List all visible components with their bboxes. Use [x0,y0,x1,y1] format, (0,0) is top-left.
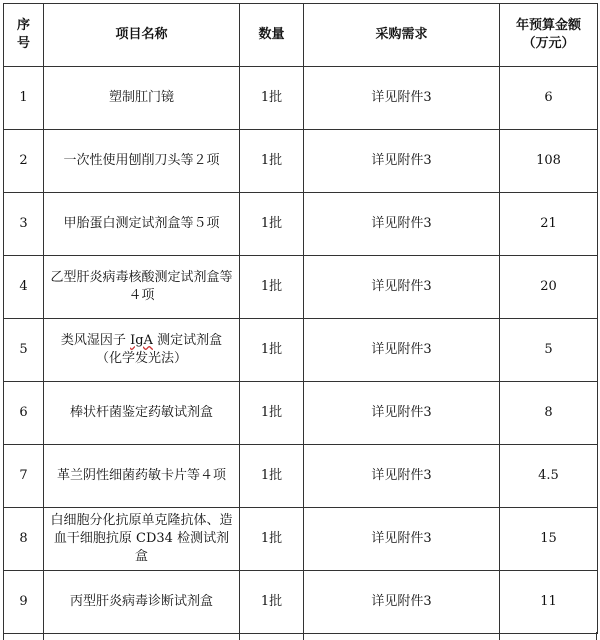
header-requirement: 采购需求 [304,4,500,67]
header-index: 序 号 [4,4,44,67]
header-name: 项目名称 [44,4,240,67]
trail-tick [596,632,597,640]
cell-index: 2 [4,130,44,193]
cell-budget: 15 [500,508,598,571]
cell-name [44,319,240,382]
next-row-edge [3,632,597,640]
cell-name: 塑制肛门镜 [44,67,240,130]
cell-index: 9 [4,571,44,634]
header-budget: 年预算金额 （万元） [500,4,598,67]
cell-budget: 20 [500,256,598,319]
table-row [4,193,598,256]
name-text-prefix: 类风湿因子 [60,333,126,348]
cell-requirement: 详见附件3 [304,130,500,193]
cell-quantity: 1批 [240,67,304,130]
cell-requirement: 详见附件3 [304,67,500,130]
cell-budget: 21 [500,193,598,256]
trail-tick [239,632,240,640]
header-quantity: 数量 [240,4,304,67]
cell-budget: 11 [500,571,598,634]
cell-name: 白细胞分化抗原单克隆抗体、造血干细胞抗原 CD34 检测试剂盒 [44,508,240,571]
cell-index: 1 [4,67,44,130]
table-row [4,508,598,571]
table-row [4,256,598,319]
procurement-table [3,3,598,634]
table-row [4,445,598,508]
cell-name: 棒状杆菌鉴定药敏试剂盒 [44,382,240,445]
trail-tick [303,632,304,640]
cell-quantity: 1批 [240,256,304,319]
trail-tick [43,632,44,640]
cell-name: 一次性使用刨削刀头等２项 [44,130,240,193]
trail-tick [499,632,500,640]
cell-index: 3 [4,193,44,256]
cell-budget: 4.5 [500,445,598,508]
cell-requirement: 详见附件3 [304,382,500,445]
table-row [4,130,598,193]
cell-name: 甲胎蛋白测定试剂盒等５项 [44,193,240,256]
cell-index: 8 [4,508,44,571]
table-header-row [4,4,598,67]
cell-requirement: 详见附件3 [304,193,500,256]
cell-requirement: 详见附件3 [304,319,500,382]
cell-quantity: 1批 [240,508,304,571]
trail-tick [3,632,4,640]
cell-requirement: 详见附件3 [304,256,500,319]
cell-budget: 6 [500,67,598,130]
cell-quantity: 1批 [240,445,304,508]
cell-index: 6 [4,382,44,445]
table-row [4,67,598,130]
cell-index: 7 [4,445,44,508]
name-text-suffix: 测定试剂盒（化学发光法） [95,333,223,366]
cell-budget: 8 [500,382,598,445]
table-row [4,382,598,445]
cell-requirement: 详见附件3 [304,508,500,571]
cell-budget: 5 [500,319,598,382]
cell-index: 4 [4,256,44,319]
cell-quantity: 1批 [240,193,304,256]
table-row [4,571,598,634]
cell-requirement: 详见附件3 [304,571,500,634]
cell-quantity: 1批 [240,130,304,193]
cell-requirement: 详见附件3 [304,445,500,508]
cell-name: 丙型肝炎病毒诊断试剂盒 [44,571,240,634]
name-text-iga: IgA [130,333,153,348]
cell-index: 5 [4,319,44,382]
cell-name: 乙型肝炎病毒核酸测定试剂盒等４项 [44,256,240,319]
cell-quantity: 1批 [240,382,304,445]
cell-quantity: 1批 [240,571,304,634]
cell-name: 革兰阴性细菌药敏卡片等４项 [44,445,240,508]
cell-quantity: 1批 [240,319,304,382]
cell-budget: 108 [500,130,598,193]
table-row [4,319,598,382]
